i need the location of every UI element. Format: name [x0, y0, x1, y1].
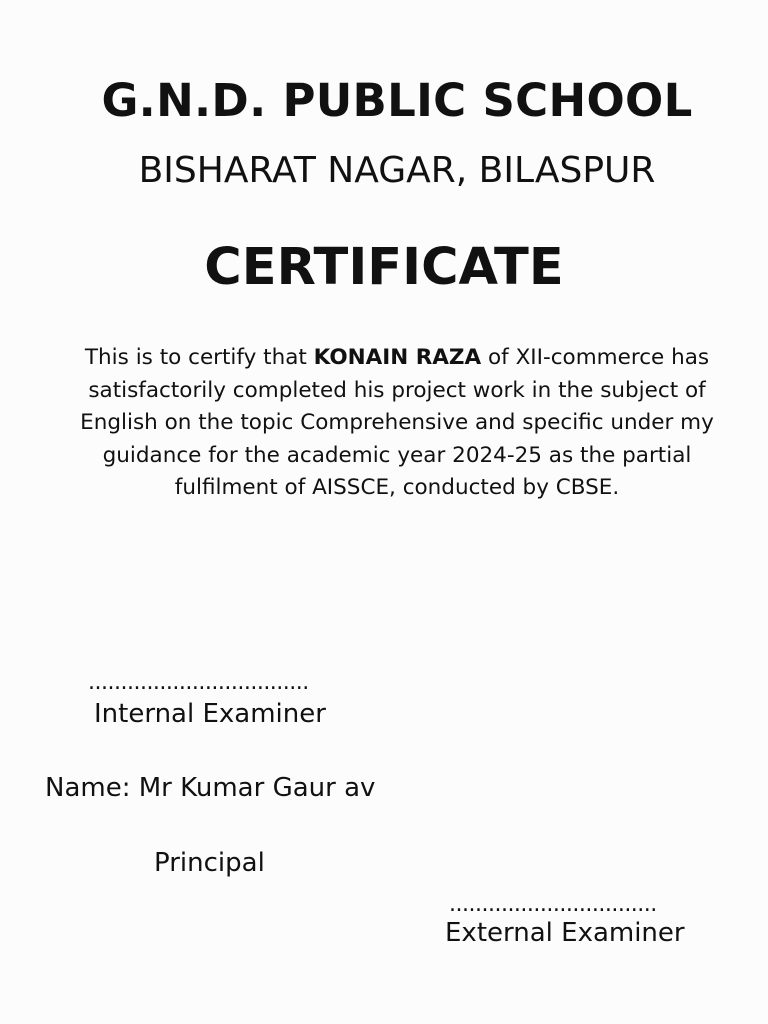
internal-examiner-label: Internal Examiner — [94, 699, 326, 729]
external-examiner-label: External Examiner — [445, 918, 685, 948]
certificate-body — [60, 342, 734, 505]
external-signature-line: ................................ — [449, 892, 657, 917]
internal-signature-line: .................................. — [88, 670, 309, 695]
examiner-name: Name: Mr Kumar Gaur av — [45, 773, 376, 803]
student-name: KONAIN RAZA — [313, 345, 482, 370]
body-suffix: of XII-commerce has satisfactorily completed his project work in the subject of English on the topic Comprehensive and specific under my guidance for the academic year 2024-25 as the partial fulfilment of AISSCE, conducted by CBSE. — [80, 345, 714, 500]
body-prefix: This is to certify that — [84, 345, 314, 370]
school-address: BISHARAT NAGAR, BILASPUR — [138, 150, 656, 191]
certificate-title: CERTIFICATE — [204, 238, 564, 297]
principal-label: Principal — [154, 848, 265, 878]
school-name: G.N.D. PUBLIC SCHOOL — [101, 74, 693, 127]
